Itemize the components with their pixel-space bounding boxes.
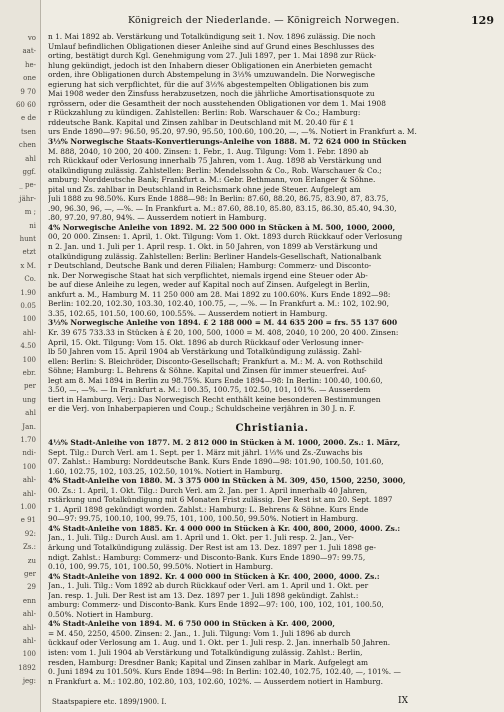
text-line: ankfurt a. M., Hamburg M. 11 250 000 am 28. Mai 1892 zu 100.60%. Kurs Ende 1892—98: bbox=[48, 289, 391, 299]
gutter-fragment: ahl- bbox=[22, 610, 36, 619]
text-line: rch Rückkauf oder Verlosung innerhalb 75 Jahren, vom 1. Aug. 1898 ab Verstärkung und bbox=[48, 156, 382, 166]
running-header bbox=[52, 15, 494, 29]
gutter-fragment: chen bbox=[18, 141, 36, 150]
gutter-fragment: Zs.: bbox=[22, 543, 36, 552]
gutter-fragment: jeg: bbox=[22, 677, 36, 686]
text-line: nk. Der Norwegische Staat hat sich verpflichtet, niemals irgend eine Steuer oder Ab- bbox=[48, 270, 368, 280]
text-line: resden, Hamburg: Dresdner Bank; Kapital und Zinsen zahlbar in Mark. Aufgelegt am bbox=[48, 657, 368, 667]
text-line: otalkündigung zulässig. Zahlstellen: Berlin: Berliner Handels-Gesellschaft, Nationalbank bbox=[48, 251, 382, 261]
text-line: rddeutsche Bank. Kapital und Zinsen zahlbar in Deutschland mit M. 20.40 für £ 1 bbox=[48, 117, 355, 127]
gutter-fragment: ahl bbox=[25, 409, 36, 418]
loan-heading-line: 4% Norwegische Anleihe von 1892. M. 22 500 000 in Stücken à M. 500, 1000, 2000, bbox=[48, 222, 396, 232]
text-line: orting, bestätigt durch Kgl. Genehmigung vom 27. Juli 1897, per 1. Mai 1898 zur Rück- bbox=[48, 51, 377, 61]
gutter-fragment: 60 60 bbox=[15, 101, 36, 109]
text-line: r Deutschland, Deutsche Bank und deren Filialen; Hamburg: Commerz- und Disconto- bbox=[48, 261, 372, 271]
text-line: 0.50%. Notiert in Hamburg. bbox=[48, 609, 154, 619]
text-line: urs Ende 1890—97: 96.50, 95.20, 97.90, 95.50, 100.60, 100.20, —, —%. Notiert in Frankfurt a. M. bbox=[48, 127, 417, 137]
gutter-fragment: ni bbox=[29, 221, 36, 230]
section-title-christiania: Christiania. bbox=[235, 423, 309, 434]
text-line: ärkung und Totalkündigung zulässig. Der Rest ist am 13. Dez. 1897 per 1. Juli 1898 ge- bbox=[48, 543, 376, 553]
text-line: tiert in Hamburg. Verj.: Das Norwegisch Recht enthält keine besonderen Bestimmungen bbox=[48, 394, 381, 404]
text-line: er die Verj. von Inhaberpapieren und Coup.; Schuldscheine verjähren in 30 J. n. F. bbox=[48, 404, 356, 414]
gutter-fragment: vo bbox=[27, 34, 36, 42]
gutter-fragment: tsen bbox=[20, 127, 36, 136]
gutter-fragment: ahl bbox=[25, 154, 36, 163]
text-line: hlung gekündigt, jedoch ist den Inhabern dieser Obligationen ein Anerbieten gemacht bbox=[48, 60, 373, 70]
text-line: rstärkung und Totalkündigung mit 6 Monaten Frist zulässig. Der Rest ist am 20. Sept. 1897 bbox=[48, 495, 393, 505]
text-line: r Rückzahlung zu kündigen. Zahlstellen: Berlin: Rob. Warschauer & Co.; Hamburg: bbox=[48, 108, 361, 118]
text-line: Juli 1888 zu 98.50%. Kurs Ende 1888—98: In Berlin: 87.60, 88.20, 86.75, 83.90, 87, 83.75, bbox=[48, 194, 389, 204]
text-line: .80, 97.20, 97.80, 94%. — Ausserdem notiert in Hamburg. bbox=[48, 213, 267, 223]
text-line: 07. Zahlst.: Hamburg: Norddeutsche Bank. Kurs Ende 1890—98: 101.90, 100.50, 101.60, bbox=[48, 457, 384, 467]
gutter-fragment: ahl- bbox=[22, 476, 36, 485]
gutter-fragment: enn bbox=[22, 596, 36, 605]
text-line: Jan., 1. Juli. Tilg.: Vom 1892 ab durch Rückkauf oder Verl. am 1. April und 1. Okt. per bbox=[48, 581, 369, 591]
gutter-fragment: he- bbox=[24, 60, 36, 69]
text-line: r 1. April 1898 gekündigt worden. Zahlst.: Hamburg: L. Behrens & Söhne. Kurs Ende bbox=[48, 504, 369, 514]
text-line: be auf diese Anleihe zu legen, weder auf Kapital noch auf Zinsen. Aufgelegt in Berlin, bbox=[48, 280, 370, 290]
gutter-fragment: Co. bbox=[24, 275, 36, 284]
gutter-fragment: etzt bbox=[22, 248, 36, 257]
gutter-fragment: 1892 bbox=[18, 663, 36, 672]
signature-mark: IX bbox=[398, 696, 408, 706]
gutter-fragment: _ pe- bbox=[19, 181, 36, 190]
text-line: orden, ihre Obligationen durch Abstempelung in 3⅓% umzuwandeln. Die Norwegische bbox=[48, 70, 376, 80]
text-line: 00. Zs.: 1. April, 1. Okt. Tilg.: Durch Verl. am 2. Jan. per 1. April innerhalb 40 Jahren, bbox=[48, 485, 368, 495]
gutter-fragment: one bbox=[23, 74, 36, 83]
gutter-fragment: x M. bbox=[20, 261, 36, 270]
text-line: 3.35, 102.65, 101.50, 100.60, 100.55%. — Ausserdem notiert in Hamburg. bbox=[48, 308, 328, 318]
text-line: M. 888, 2040, 10 200, 20 400. Zinsen: 1. Febr., 1. Aug. Tilgung: Vom 1. Febr. 1890 ab bbox=[48, 146, 369, 156]
footer-source: Staatspapiere etc. 1899/1900. I. bbox=[52, 698, 167, 706]
text-line: ückkauf oder Verlosung am 1. Aug. und 1. Okt. per 1. Juli resp. 2. Jan. innerhalb 50 Jahren. bbox=[48, 638, 391, 648]
gutter-fragment: 0.05 bbox=[20, 302, 36, 310]
gutter-fragment: 100 bbox=[22, 650, 36, 659]
loan-heading-line: 4% Stadt-Anleihe von 1885. Kr. 4 000 000 in Stücken à Kr. 400, 800, 2000, 4000. Zs.: bbox=[48, 523, 401, 533]
text-line: ndigt. Zahlst.: Hamburg: Commerz- und Disconto-Bank. Kurs Ende 1890—97: 99.75, bbox=[48, 552, 366, 562]
text-line: 0.10, 100, 99.75, 101, 100.50, 99.50%. Notiert in Hamburg. bbox=[48, 562, 273, 572]
gutter-fragment: zu bbox=[27, 556, 36, 565]
gutter-fragment: 1.00 bbox=[20, 503, 36, 511]
loan-heading-line: 4% Stadt-Anleihe von 1894. M. 6 750 000 in Stücken à Kr. 400, 2000, bbox=[48, 619, 335, 629]
gutter-fragment: 100 bbox=[22, 315, 36, 324]
gutter-fragment: e 91 bbox=[20, 516, 36, 525]
text-line: Jan. resp. 1. Juli. Der Rest ist am 13. Dez. 1897 per 1. Juli 1898 gekündigt. Zahlst.: bbox=[48, 590, 359, 600]
gutter-fragment: Jan. bbox=[22, 422, 36, 431]
gutter-fragment: ahl- bbox=[22, 489, 36, 498]
text-line: ellen: Berlin: S. Bleichröder, Disconto-Gesellschaft; Frankfurt a. M.: M. A. von Rothschild bbox=[48, 356, 383, 366]
text-line: Söhne; Hamburg: L. Behrens & Söhne. Kapital und Zinsen für immer steuerfrei. Auf- bbox=[48, 366, 367, 376]
text-line: Kr. 39 675 733.33 in Stücken à £ 20, 100, 500, 1000 = M. 408, 2040, 10 200, 20 400. Zinsen: bbox=[48, 327, 399, 337]
text-line: otalkündigung zulässig. Zahlstellen: Berlin: Mendelssohn & Co., Rob. Warschauer & Co.; bbox=[48, 165, 382, 175]
gutter-fragment: 4.50 bbox=[20, 342, 36, 351]
gutter-fragment: jähr- bbox=[19, 194, 36, 203]
gutter-fragment: per bbox=[24, 382, 36, 391]
text-line: amburg: Norddeutsche Bank; Frankfurt a. M.: Gebr. Bethmann, von Erlanger & Söhne. bbox=[48, 175, 376, 185]
gutter-fragment: ndi- bbox=[22, 449, 36, 458]
page-number: 129 bbox=[471, 14, 494, 27]
header-title: Königreich der Niederlande. — Königreich Norwegen. bbox=[128, 15, 400, 26]
text-line: amburg: Commerz- und Disconto-Bank. Kurs Ende 1892—97: 100, 100, 102, 101, 100.50, bbox=[48, 600, 384, 610]
text-line: Jan., 1. Juli. Tilg.: Durch Ausl. am 1. April und 1. Okt. per 1. Juli resp. 2. Jan., Ver- bbox=[48, 533, 354, 543]
text-line: isten: vom 1. Juli 1904 ab Verstärkung und Totalkündigung zulässig. Zahlst.: Berlin, bbox=[48, 648, 363, 658]
text-line: n 2. Jan. und 1. Juli per 1. April resp. 1. Okt. in 50 Jahren, von 1899 ab Verstärkung und bbox=[48, 242, 378, 252]
text-line: 90—97: 99.75, 100.10, 100, 99.75, 101, 100, 100.50, 99.50%. Notiert in Hamburg. bbox=[48, 514, 359, 524]
gutter-fragment: ahl- bbox=[22, 328, 36, 337]
gutter-fragment: ggf. bbox=[22, 168, 36, 176]
text-line: Berlin: 102.20, 102.30, 103.30, 102.40, 100.75, —, —%. — In Frankfurt a. M.: 102, 102.90, bbox=[48, 299, 389, 309]
loan-heading-line: 3⅓% Norwegische Staats-Konvertierungs-Anleihe von 1888. M. 72 624 000 in Stücken bbox=[48, 137, 407, 147]
gutter-fragment: ger bbox=[24, 570, 36, 578]
text-line: Mai 1908 weder den Zinsfuss herabzusetzen, noch die jährliche Amortisationsquote zu bbox=[48, 89, 375, 99]
gutter-fragment: 9 70 bbox=[20, 87, 36, 96]
loan-heading-line: 4⅓% Stadt-Anleihe von 1877. M. 2 812 000 in Stücken à M. 1000, 2000. Zs.: 1. März, bbox=[48, 438, 401, 447]
loan-heading-line: 3⅓% Norwegische Anleihe von 1894. £ 2 188 000 = M. 44 635 200 = frs. 55 137 600 bbox=[48, 318, 398, 328]
text-line: = M. 450, 2250, 4500. Zinsen: 2. Jan., 1. Juli. Tilgung: Vom 1. Juli 1896 ab durch bbox=[48, 628, 351, 638]
text-line: n 1. Mai 1892 ab. Verstärkung und Totalkündigung seit 1. Nov. 1896 zulässig. Die noch bbox=[48, 32, 376, 41]
loan-heading-line: 4% Stadt-Anleihe von 1892. Kr. 4 000 000 in Stücken à Kr. 400, 2000, 4000. Zs.: bbox=[48, 571, 380, 581]
text-line: egierung hat sich verpflichtet, für die auf 3⅓% abgestempelten Obligationen bis zum bbox=[48, 79, 369, 89]
gutter-fragment: ahl- bbox=[22, 637, 36, 645]
gutter-fragment: ahl- bbox=[22, 623, 36, 632]
text-line: 00, 20 000. Zinsen: 1. April, 1. Okt. Tilgung: Vom 1. Okt. 1893 durch Rückkauf oder Verlosung bbox=[48, 232, 403, 242]
gutter-fragment: 1.90 bbox=[20, 288, 36, 297]
page-footer bbox=[52, 696, 496, 708]
text-line: n Frankfurt a. M.: 102.80, 102.80, 103, 102.60, 102%. — Ausserdem notiert in Hamburg. bbox=[48, 676, 383, 686]
gutter-fragment: e de bbox=[21, 114, 36, 123]
gutter-fragment: ebr. bbox=[22, 369, 36, 377]
text-line: .90, 96.30, 96, —, —%. — In Frankfurt a. M.: 87.60, 88.10, 85.80, 83.15, 86.30, 85.40, 94.30, bbox=[48, 203, 397, 213]
gutter-fragment: 100 bbox=[22, 462, 36, 471]
text-line: rgrössern, oder die Gesamtheit der noch ausstehenden Obligationen vor dem 1. Mai 1908 bbox=[48, 98, 386, 108]
gutter-fragment: ung bbox=[22, 395, 36, 404]
gutter-fragment: aat- bbox=[22, 47, 36, 56]
text-line: legt am 8. Mai 1894 in Berlin zu 98.75%. Kurs Ende 1894—98: In Berlin: 100.40, 100.60, bbox=[48, 375, 383, 385]
body-norway bbox=[48, 32, 496, 414]
text-line: Sept. Tilg.: Durch Verl. am 1. Sept. per 1. März mit jährl. 1⅓% und Zs.-Zuwachs bis bbox=[48, 447, 363, 457]
gutter-fragment: m ; bbox=[24, 208, 36, 217]
text-line: Umlauf befindlichen Obligationen dieser Anleihe sind auf Grund eines Beschlusses des bbox=[48, 41, 375, 51]
adjacent-page-fragment bbox=[0, 0, 41, 712]
body-christiania bbox=[48, 438, 496, 686]
text-line: 0. Juni 1894 zu 101.50%. Kurs Ende 1894—98: In Berlin: 102.40, 102.75, 102.40, —, 101%. — bbox=[48, 667, 401, 677]
text-line: 3.50, —, —%. — In Frankfurt a. M.: 100.35, 100.75, 102.50, 101, 101%. — Ausserdem bbox=[48, 385, 371, 395]
text-line: lb 50 Jahren vom 15. April 1904 ab Verstärkung und Totalkündigung zulässig. Zahl- bbox=[48, 347, 362, 357]
gutter-fragment: hunt bbox=[19, 235, 36, 243]
gutter-fragment: 1.70 bbox=[20, 436, 36, 444]
loan-heading-line: 4% Stadt-Anleihe von 1880. M. 3 375 000 in Stücken à M. 309, 450, 1500, 2250, 3000, bbox=[48, 476, 406, 486]
text-line: pital und Zs. zahlbar in Deutschland in Reichsmark ohne jede Steuer. Aufgelegt am bbox=[48, 184, 361, 194]
gutter-fragment: 100 bbox=[22, 355, 36, 364]
gutter-fragment: 92: bbox=[24, 529, 36, 538]
text-line: April, 15. Okt. Tilgung: Vom 15. Okt. 1896 ab durch Rückkauf oder Verlosung inner- bbox=[48, 337, 364, 347]
text-line: 1.60, 102.75, 102, 103.25, 102.50, 101%. Notiert in Hamburg. bbox=[48, 466, 283, 476]
gutter-fragment: 29 bbox=[27, 583, 36, 592]
